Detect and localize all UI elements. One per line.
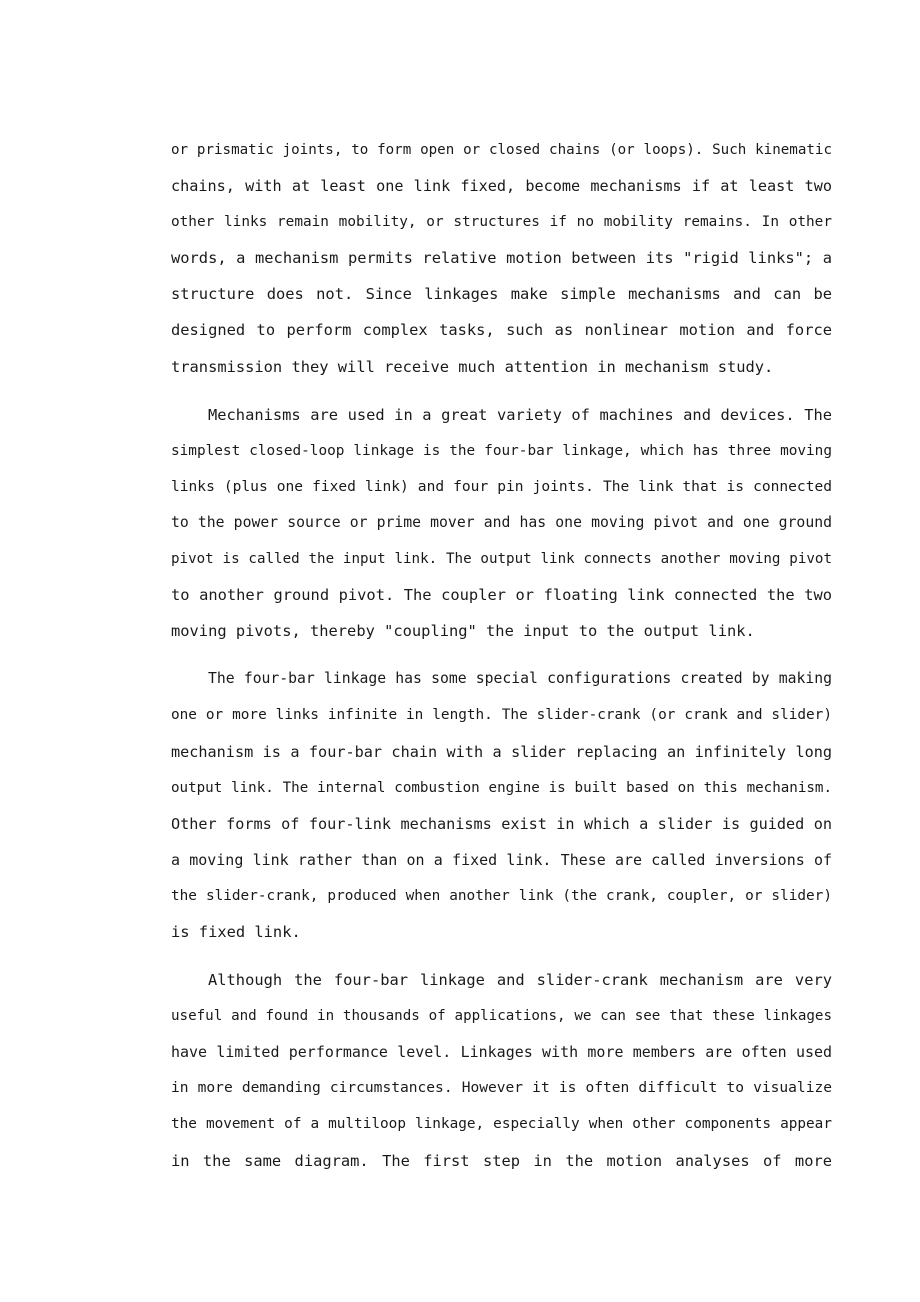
- text-line: Although the four-bar linkage and slider-crank mechanism are very: [208, 971, 832, 990]
- paragraph-4: [171, 962, 832, 1179]
- paragraph-3: [171, 661, 832, 950]
- text-line: structure does not. Since linkages make simple mechanisms and can be: [171, 285, 832, 304]
- text-line: the movement of a multiloop linkage, especially when other components appear: [171, 1116, 832, 1133]
- text-line: designed to perform complex tasks, such as nonlinear motion and force: [171, 321, 832, 340]
- text-line: a moving link rather than on a fixed link. These are called inversions of: [171, 850, 832, 869]
- paragraph-1: [171, 132, 832, 385]
- text-line: Mechanisms are used in a great variety of machines and devices. The: [208, 405, 832, 424]
- paragraph-2: [171, 397, 832, 650]
- text-line: links (plus one fixed link) and four pin joints. The link that is connected: [171, 477, 832, 495]
- text-line: have limited performance level. Linkages with more members are often used: [171, 1043, 832, 1062]
- text-line: transmission they will receive much attention in mechanism study.: [171, 357, 774, 376]
- text-line: is fixed link.: [171, 922, 301, 941]
- text-line: in the same diagram. The first step in the motion analyses of more: [171, 1151, 832, 1170]
- text-line: output link. The internal combustion engine is built based on this mechanism.: [171, 779, 832, 796]
- text-line: moving pivots, thereby "coupling" the input to the output link.: [171, 622, 755, 641]
- text-line: the slider-crank, produced when another link (the crank, coupler, or slider): [171, 887, 832, 904]
- text-line: words, a mechanism permits relative motion between its "rigid links"; a: [171, 249, 832, 268]
- text-line: other links remain mobility, or structures if no mobility remains. In other: [171, 214, 832, 231]
- body-text: [171, 132, 832, 1191]
- text-line: to another ground pivot. The coupler or floating link connected the two: [171, 586, 832, 605]
- text-line: or prismatic joints, to form open or closed chains (or loops). Such kinematic: [171, 142, 832, 158]
- text-line: to the power source or prime mover and has one moving pivot and one ground: [171, 513, 832, 531]
- text-line: mechanism is a four-bar chain with a slider replacing an infinitely long: [171, 742, 832, 761]
- text-line: one or more links infinite in length. The slider-crank (or crank and slider): [171, 707, 832, 724]
- text-line: simplest closed-loop linkage is the four-bar linkage, which has three moving: [171, 442, 832, 459]
- text-line: The four-bar linkage has some special configurations created by making: [208, 670, 832, 688]
- text-line: useful and found in thousands of applications, we can see that these linkages: [171, 1008, 832, 1025]
- text-line: pivot is called the input link. The output link connects another moving pivot: [171, 551, 832, 568]
- text-line: Other forms of four-link mechanisms exist in which a slider is guided on: [171, 814, 832, 833]
- text-line: chains, with at least one link fixed, become mechanisms if at least two: [171, 177, 832, 196]
- text-line: in more demanding circumstances. However it is often difficult to visualize: [171, 1079, 832, 1097]
